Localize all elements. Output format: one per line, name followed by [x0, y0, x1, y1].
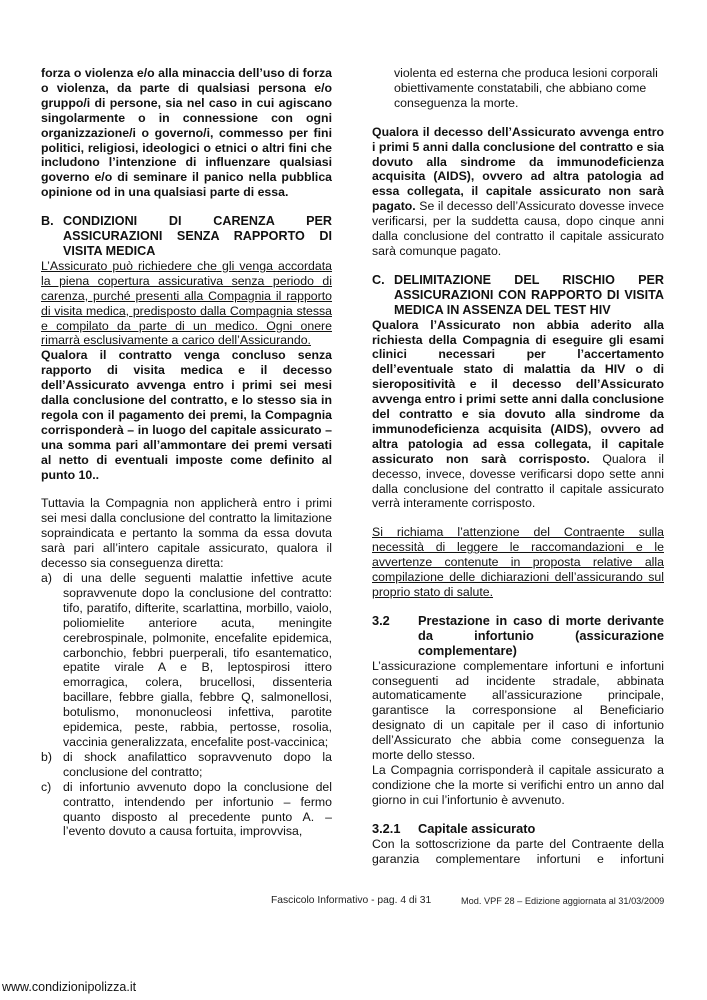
list-item-c-continuation: violenta ed esterna che produca lesioni corporali obiettivamente constatabili, che abbiano come conseguenza la morte.	[394, 66, 658, 110]
section-c-paragraph	[372, 318, 664, 512]
list-item-a	[41, 571, 332, 750]
footer-page-info: Fascicolo Informativo - pag. 4 di 31	[271, 895, 432, 906]
list-marker: b)	[41, 749, 52, 764]
left-column	[41, 66, 332, 839]
section-3-2-1-heading	[372, 822, 664, 837]
list-marker: a)	[41, 571, 52, 585]
right-column	[372, 66, 664, 866]
section-b-marker: B.	[41, 214, 54, 229]
section-3-2-number: 3.2	[372, 612, 390, 628]
section-3-2-heading	[372, 614, 664, 659]
section-c-marker: C.	[372, 272, 385, 287]
aids-paragraph	[372, 125, 664, 259]
section-c-title: DELIMITAZIONE DEL RISCHIO PER ASSICURAZIONI CON RAPPORTO DI VISITA MEDICA IN ASSENZA DEL TEST HIV	[394, 272, 664, 317]
section-b-paragraph: Tuttavia la Compagnia non applicherà entro i primi sei mesi dalla conclusione del contratto la limitazione sopraindicata e pertanto la somma da essa dovuta sarà pari all’intero capitale assicurato, qualora il decesso sia conseguenza diretta:	[41, 496, 332, 571]
section-3-2-1-number: 3.2.1	[372, 820, 401, 836]
footer-edition: Mod. VPF 28 – Edizione aggiornata al 31/03/2009	[461, 896, 665, 906]
section-3-2-1-paragraph: Con la sottoscrizione da parte del Contraente della garanzia complementare infortuni e infortuni	[372, 836, 664, 866]
list-text: di infortunio avvenuto dopo la conclusione del contratto, intendendo per infortunio – fermo quanto disposto al precedente punto A. – l’evento dovuto a causa fortuita, improvvisa,	[63, 779, 332, 839]
list-text: di shock anafilattico sopravvenuto dopo la conclusione del contratto;	[63, 749, 332, 779]
section-c-bold-text: Qualora l’Assicurato non abbia aderito alla richiesta della Compagnia di eseguire gli esami clinici necessari per l’accertamento dell’eventuale stato di malattia da HIV o di sieropositività e il decesso dell’Assicurato avvenga entro i primi sette anni dalla conclusione del contratto e sia dovuto alla sindrome da immunodeficienza acquisita (AIDS), ovvero ad altra patologia ad essa collegata, il capitale assicurato non sarà corrisposto.	[372, 317, 664, 466]
terrorism-definition-text: forza o violenza e/o alla minaccia dell’uso di forza o violenza, da parte di qualsiasi persona e/o gruppo/i di persone, sia nel caso in cui agiscano singolarmente o in connessione con ogni organizzazione/i o governo/i, commesso per fini politici, religiosi, ideologici o etnici o altri fini che includono l’intenzione di influenzare qualsiasi governo e/o di seminare il panico nella pubblica opinione od in una qualsiasi parte di essa.	[41, 66, 332, 200]
list-item-b	[41, 750, 332, 780]
section-b-title: CONDIZIONI DI CARENZA PER ASSICURAZIONI SENZA RAPPORTO DI VISITA MEDICA	[63, 214, 332, 258]
section-c-heading	[372, 273, 664, 318]
section-3-2-paragraph-2: La Compagnia corrisponderà il capitale assicurato a condizione che la morte si verifichi entro un anno dal giorno in cui l’infortunio è avvenuto.	[372, 762, 664, 807]
section-b-heading	[41, 214, 332, 259]
list-marker: c)	[41, 779, 52, 794]
list-text: di una delle seguenti malattie infettive acute sopravvenute dopo la conclusione del contratto: tifo, paratifo, difterite, scarlattina, morbillo, vaiolo, poliomielite anteriore acuta, meningite cerebrospinale, polmonite, encefalite epidemica, carbonchio, febbri puerperali, tifo esantematico, epatite virale A e B, leptospirosi ittero emorragica, colera, brucellosi, dissenteria bacillare, febbre gialla, febbre Q, salmonellosi, botulismo, mononucleosi infettiva, parotite epidemica, peste, rabbia, pertosse, rosolia, vaccinia generalizzata, encefalite post-vaccinica;	[63, 571, 332, 749]
website-watermark: www.condizionipolizza.it	[2, 980, 137, 994]
section-3-2-paragraph-1: L’assicurazione complementare infortuni e infortuni conseguenti ad incidente stradale, abbinata automaticamente all’assicurazione principale, garantisce la corresponsione al Beneficiario designato di un capitale per il caso di infortunio dell’Assicurato che abbia come conseguenza la morte dello stesso.	[372, 658, 664, 763]
section-c-normal-text: Qualora il decesso, invece, dovesse verificarsi dopo sette anni dalla conclusione del contratto il capitale assicurato verrà interamente corrisposto.	[372, 451, 665, 511]
section-3-2-title: Prestazione in caso di morte derivante da infortunio (assicurazione complementare)	[418, 612, 664, 658]
aids-bold-text: Qualora il decesso dell’Assicurato avvenga entro i primi 5 anni dalla conclusione del contratto e sia dovuto alla sindrome da immunodeficienza acquisita (AIDS), ovvero ad altra patologia ad essa collegata, il capitale assicurato non sarà pagato.	[372, 124, 664, 214]
aids-normal-text: Se il decesso dell’Assicurato dovesse invece verificarsi, per la suddetta causa, dopo cinque anni dalla conclusione del contratto il capitale assicurato sarà comunque pagato.	[372, 199, 664, 258]
section-3-2-1-title: Capitale assicurato	[418, 820, 536, 836]
section-b-bold-paragraph: Qualora il contratto venga concluso senza rapporto di visita medica e il decesso dell’Assicurato avvenga entro i primi sei mesi dalla conclusione del contratto, e lo stesso sia in regola con il pagamento dei premi, la Compagnia corrisponderà – in luogo del capitale assicurato – una somma pari all’ammontare dei premi versati al netto di eventuali imposte come definito al punto 10..	[41, 348, 332, 482]
section-b-underlined-text: L’Assicurato può richiedere che gli venga accordata la piena copertura assicurativa senza periodo di carenza, purché presenti alla Compagnia il rapporto di visita medica, predisposto dalla Compagnia stessa e compilato da parte di un medico. Ogni onere rimarrà esclusivamente a carico dell’Assicurando.	[41, 258, 332, 348]
health-declaration-notice: Si richiama l’attenzione del Contraente sulla necessità di leggere le raccomandazioni e le avvertenze contenute in proposta relative alla compilazione delle dichiarazioni dell’assicurando sul proprio stato di salute.	[372, 525, 664, 599]
list-item-c	[41, 780, 332, 840]
